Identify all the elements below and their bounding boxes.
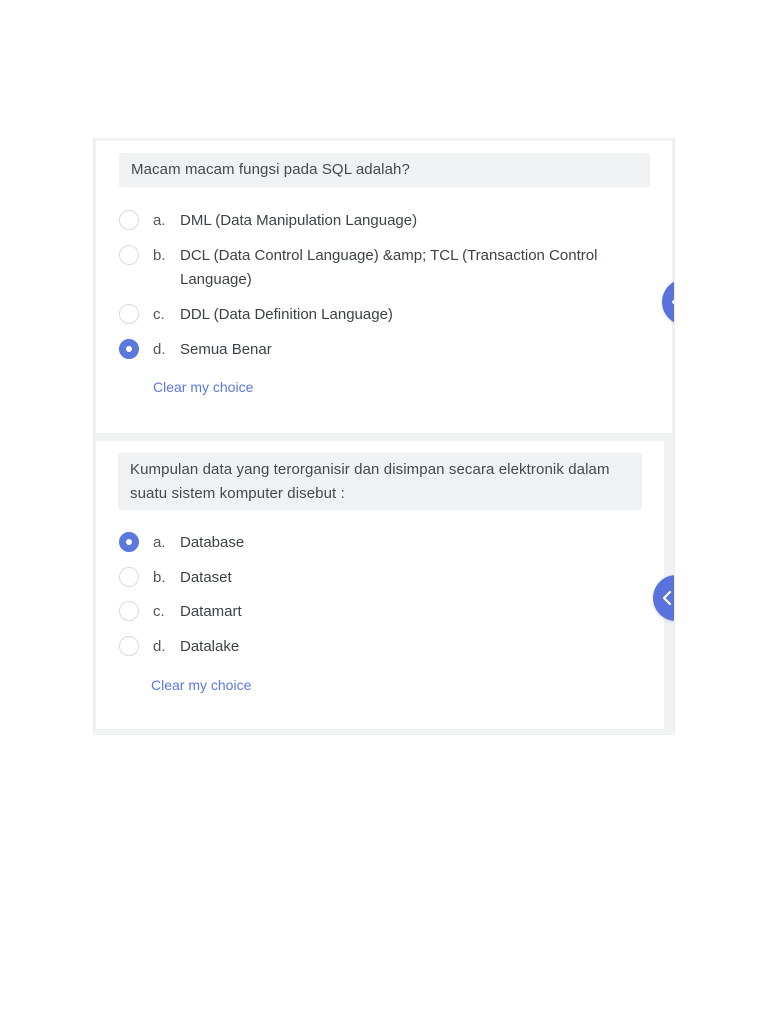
option-c[interactable]: [119, 303, 639, 327]
clear-choice-link[interactable]: Clear my choice: [153, 379, 254, 395]
option-d[interactable]: [119, 635, 639, 659]
radio-button-selected[interactable]: [119, 532, 139, 552]
question-card-2: [96, 441, 664, 729]
radio-button[interactable]: [119, 636, 139, 656]
option-label: Database: [180, 534, 245, 551]
radio-button-selected[interactable]: [119, 339, 139, 359]
option-letter: a.: [153, 534, 166, 551]
option-letter: c.: [153, 306, 165, 323]
option-b[interactable]: [119, 566, 639, 590]
option-letter: d.: [153, 638, 166, 655]
option-label: Datamart: [180, 603, 242, 620]
radio-button[interactable]: [119, 245, 139, 265]
quiz-frame: [93, 138, 675, 735]
chevron-left-icon: [670, 294, 675, 310]
clear-choice-link[interactable]: Clear my choice: [151, 677, 252, 693]
option-d[interactable]: [119, 338, 639, 362]
radio-button[interactable]: [119, 210, 139, 230]
question-card-1: [96, 141, 672, 433]
option-label: DCL (Data Control Language) &amp; TCL (Transaction Control Language): [180, 247, 598, 288]
question-text: Macam macam fungsi pada SQL adalah?: [119, 153, 650, 187]
option-c[interactable]: [119, 600, 639, 624]
option-letter: a.: [153, 212, 166, 229]
question-text: Kumpulan data yang terorganisir dan disimpan secara elektronik dalam suatu sistem komputer disebut :: [118, 453, 642, 510]
option-label: Semua Benar: [180, 341, 272, 358]
radio-button[interactable]: [119, 304, 139, 324]
option-b[interactable]: [119, 244, 639, 292]
option-letter: d.: [153, 341, 166, 358]
radio-button[interactable]: [119, 601, 139, 621]
option-letter: b.: [153, 247, 166, 264]
option-label: Datalake: [180, 638, 240, 655]
option-a[interactable]: [119, 209, 639, 233]
chevron-left-icon: [661, 590, 675, 606]
option-label: DDL (Data Definition Language): [180, 306, 393, 323]
option-letter: c.: [153, 603, 165, 620]
option-letter: b.: [153, 569, 166, 586]
question-nav-button[interactable]: [653, 575, 675, 621]
question-nav-button[interactable]: [662, 279, 675, 325]
option-a[interactable]: [119, 531, 639, 555]
option-label: DML (Data Manipulation Language): [180, 212, 418, 229]
option-label: Dataset: [180, 569, 232, 586]
radio-button[interactable]: [119, 567, 139, 587]
